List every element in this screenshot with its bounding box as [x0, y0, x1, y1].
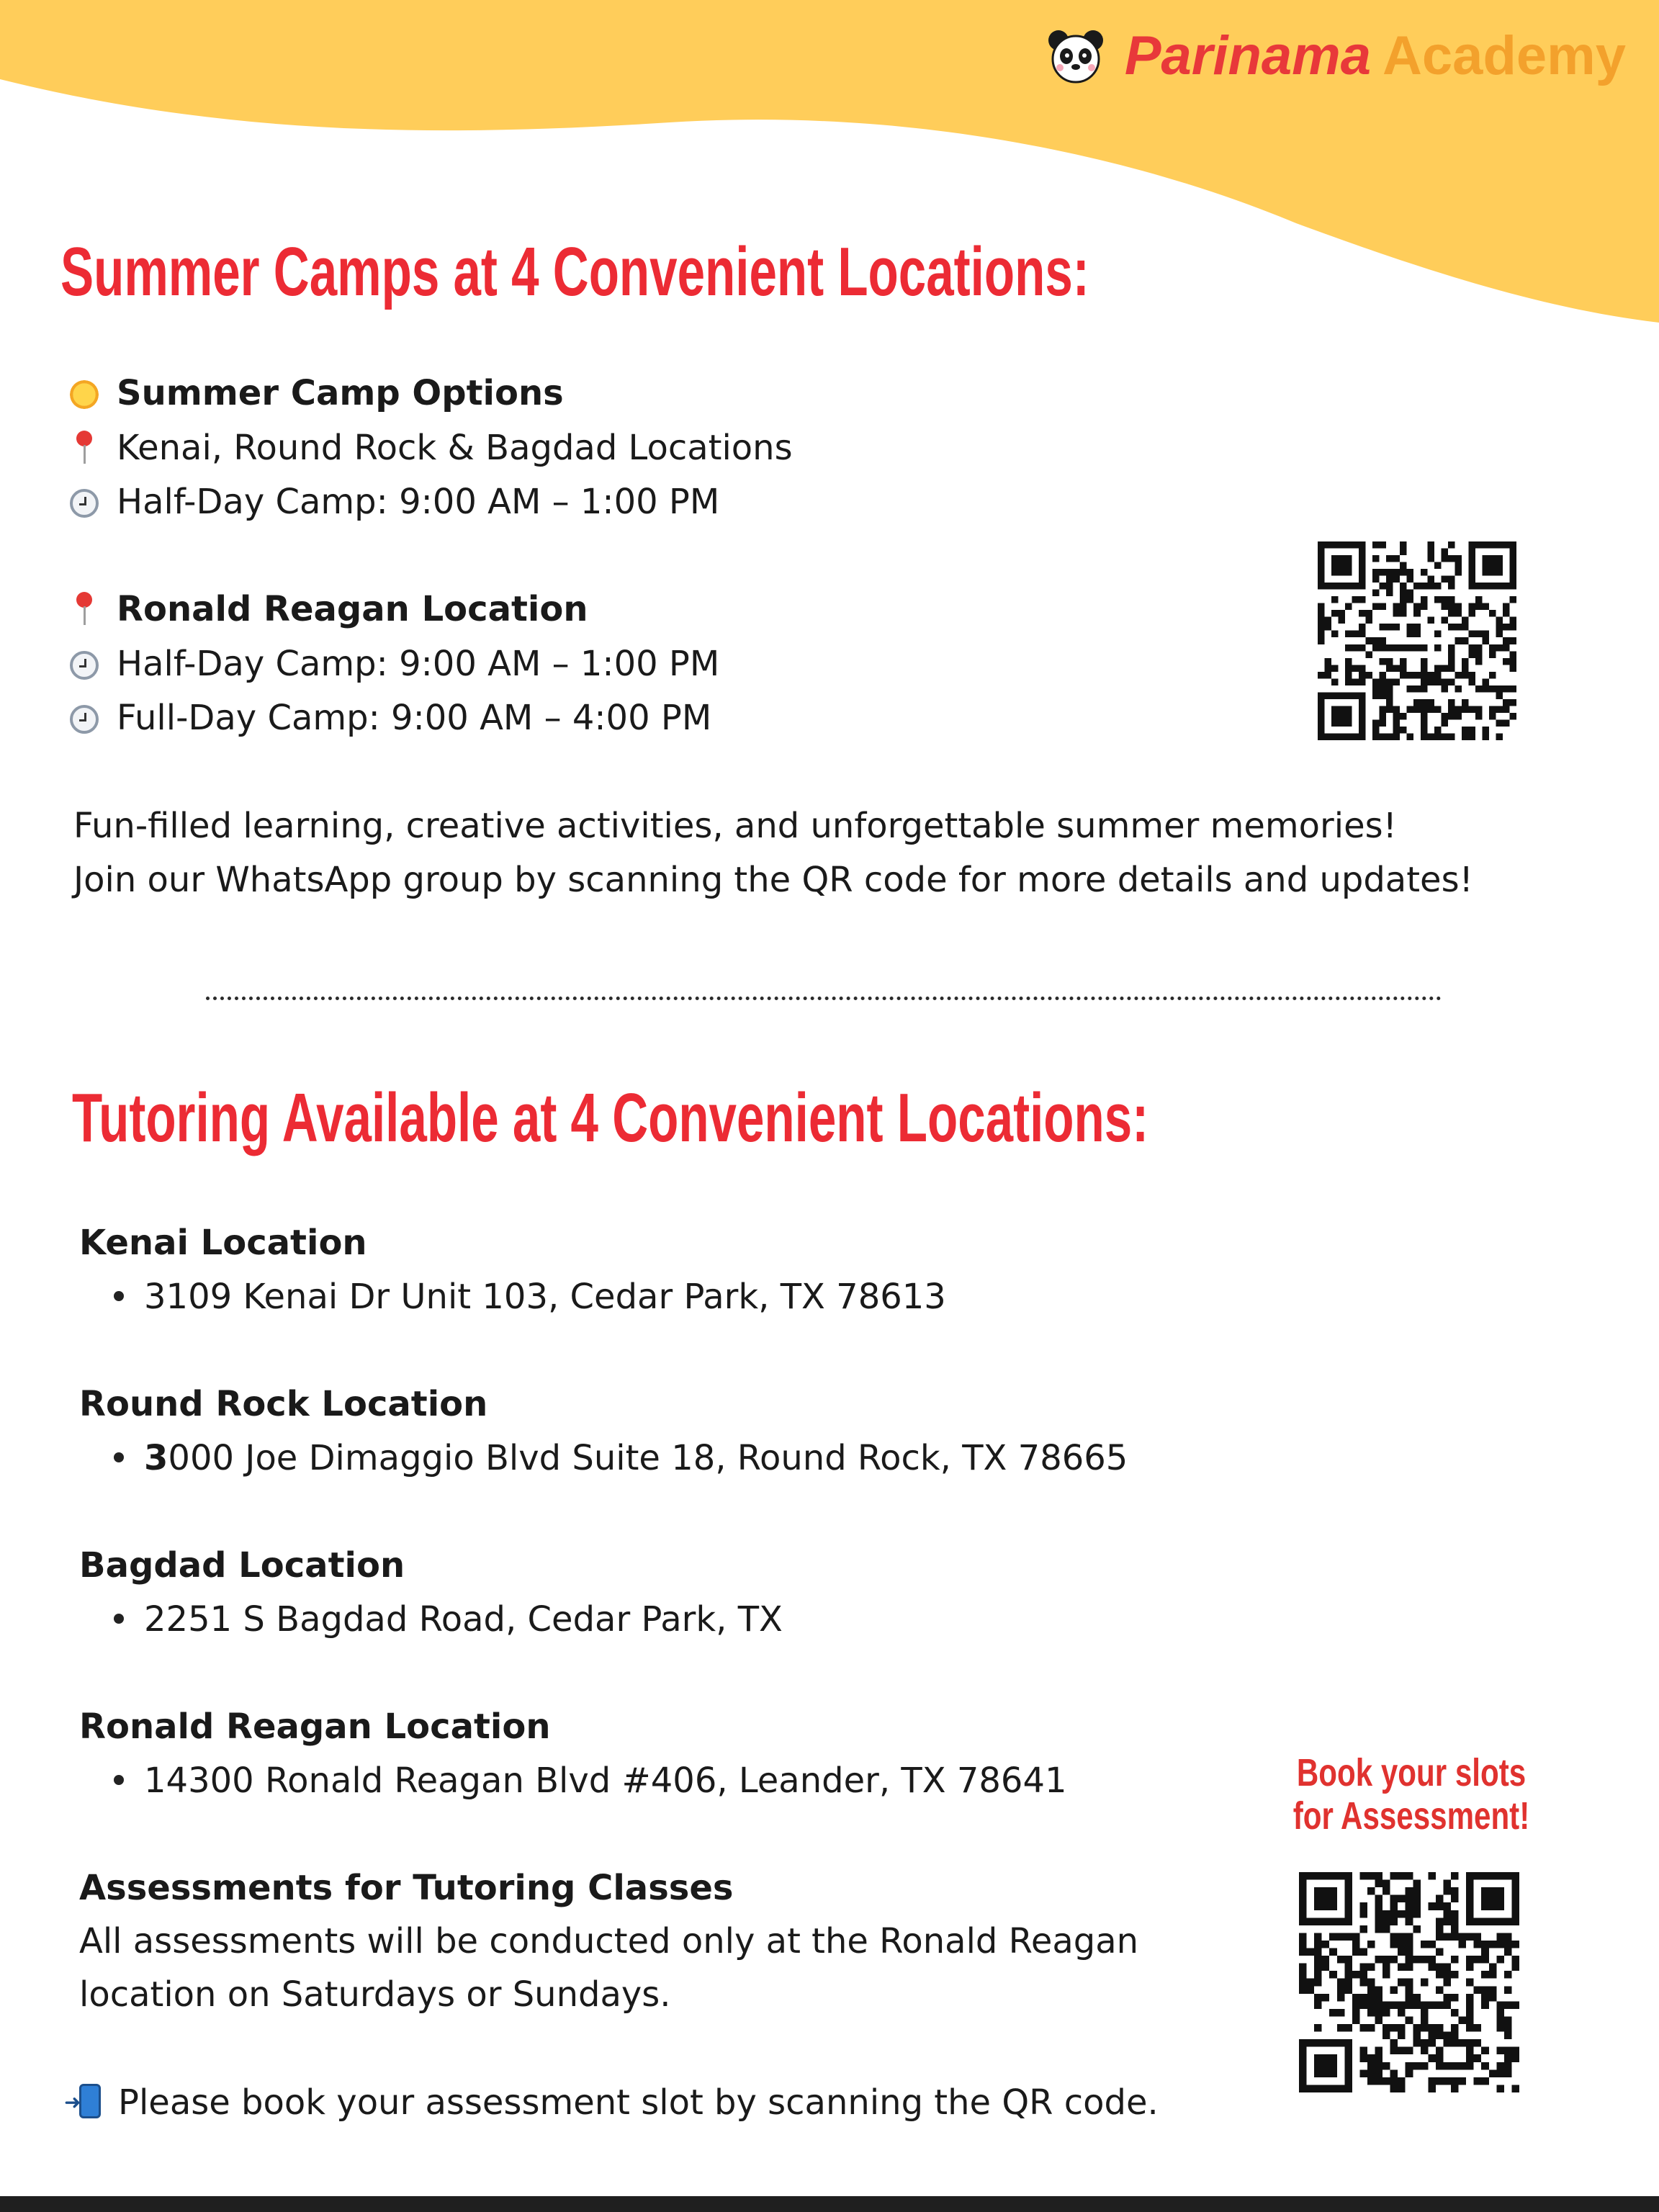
group2-full-day: Full-Day Camp: 9:00 AM – 4:00 PM — [117, 698, 712, 738]
assessments-line-1: All assessments will be conducted only at the Ronald Reagan — [79, 1921, 1139, 1961]
group2-full-row — [68, 698, 711, 739]
location-address — [114, 1761, 1067, 1801]
assessment-qr-code[interactable] — [1299, 1872, 1519, 2092]
group1-half-row — [68, 482, 719, 523]
location-address — [114, 1277, 946, 1317]
clock-icon — [70, 489, 99, 518]
assessments-line-2: location on Saturdays or Sundays. — [79, 1974, 671, 2015]
summer-desc-1: Fun-filled learning, creative activities, and unforgettable summer memories! — [73, 806, 1397, 846]
clock-icon — [70, 705, 99, 734]
group2-half-row — [68, 644, 719, 685]
address-bold-digit: 3 — [144, 1438, 168, 1478]
whatsapp-qr-code[interactable] — [1318, 541, 1516, 740]
location-address — [114, 1599, 783, 1640]
clock-icon — [70, 651, 99, 680]
group1-locations: Kenai, Round Rock & Bagdad Locations — [117, 428, 793, 468]
address-text: 000 Joe Dimaggio Blvd Suite 18, Round Rock, TX 78665 — [168, 1438, 1128, 1478]
pin-icon — [73, 431, 95, 465]
address-text: 14300 Ronald Reagan Blvd #406, Leander, TX 78641 — [144, 1761, 1067, 1801]
group1-half-day: Half-Day Camp: 9:00 AM – 1:00 PM — [117, 482, 720, 522]
location-name: Round Rock Location — [79, 1384, 488, 1424]
brand-logo — [1046, 24, 1626, 87]
book-instruction-row — [79, 2082, 1159, 2124]
location-name: Ronald Reagan Location — [79, 1707, 551, 1747]
group2-title-row — [68, 589, 588, 631]
brand-name-primary: Parinama — [1124, 25, 1372, 86]
summer-options-title: Summer Camp Options — [117, 373, 564, 413]
group1-locations-row — [68, 428, 793, 469]
location-name: Bagdad Location — [79, 1545, 405, 1586]
group2-half-day: Half-Day Camp: 9:00 AM – 1:00 PM — [117, 644, 720, 684]
bullet-icon — [114, 1452, 124, 1462]
summer-options-row — [68, 373, 564, 415]
section-divider — [206, 997, 1442, 1000]
book-instruction: Please book your assessment slot by scanning the QR code. — [118, 2082, 1159, 2123]
bullet-icon — [114, 1291, 124, 1301]
mobile-phone-icon — [79, 2084, 101, 2118]
location-name: Kenai Location — [79, 1223, 367, 1263]
summer-camps-heading: Summer Camps at 4 Convenient Locations: — [60, 233, 1089, 310]
address-text: 3109 Kenai Dr Unit 103, Cedar Park, TX 78613 — [144, 1277, 946, 1317]
book-assessment-cta — [1277, 1751, 1546, 1838]
bullet-icon — [114, 1614, 124, 1624]
location-address — [114, 1438, 1128, 1478]
tutoring-heading: Tutoring Available at 4 Convenient Locations: — [72, 1079, 1149, 1156]
group2-title: Ronald Reagan Location — [117, 589, 588, 629]
pin-icon — [73, 592, 95, 626]
book-cta-line-1: Book your slots — [1296, 1751, 1527, 1794]
summer-desc-2: Join our WhatsApp group by scanning the QR code for more details and updates! — [73, 860, 1473, 900]
address-text: 2251 S Bagdad Road, Cedar Park, TX — [144, 1599, 783, 1640]
brand-name-secondary: Academy — [1382, 25, 1626, 86]
bottom-bar — [0, 2196, 1659, 2212]
bullet-icon — [114, 1775, 124, 1785]
book-cta-line-2: for Assessment! — [1292, 1794, 1530, 1838]
sun-icon — [70, 380, 99, 409]
assessments-title: Assessments for Tutoring Classes — [79, 1868, 734, 1908]
panda-icon — [1046, 26, 1106, 86]
